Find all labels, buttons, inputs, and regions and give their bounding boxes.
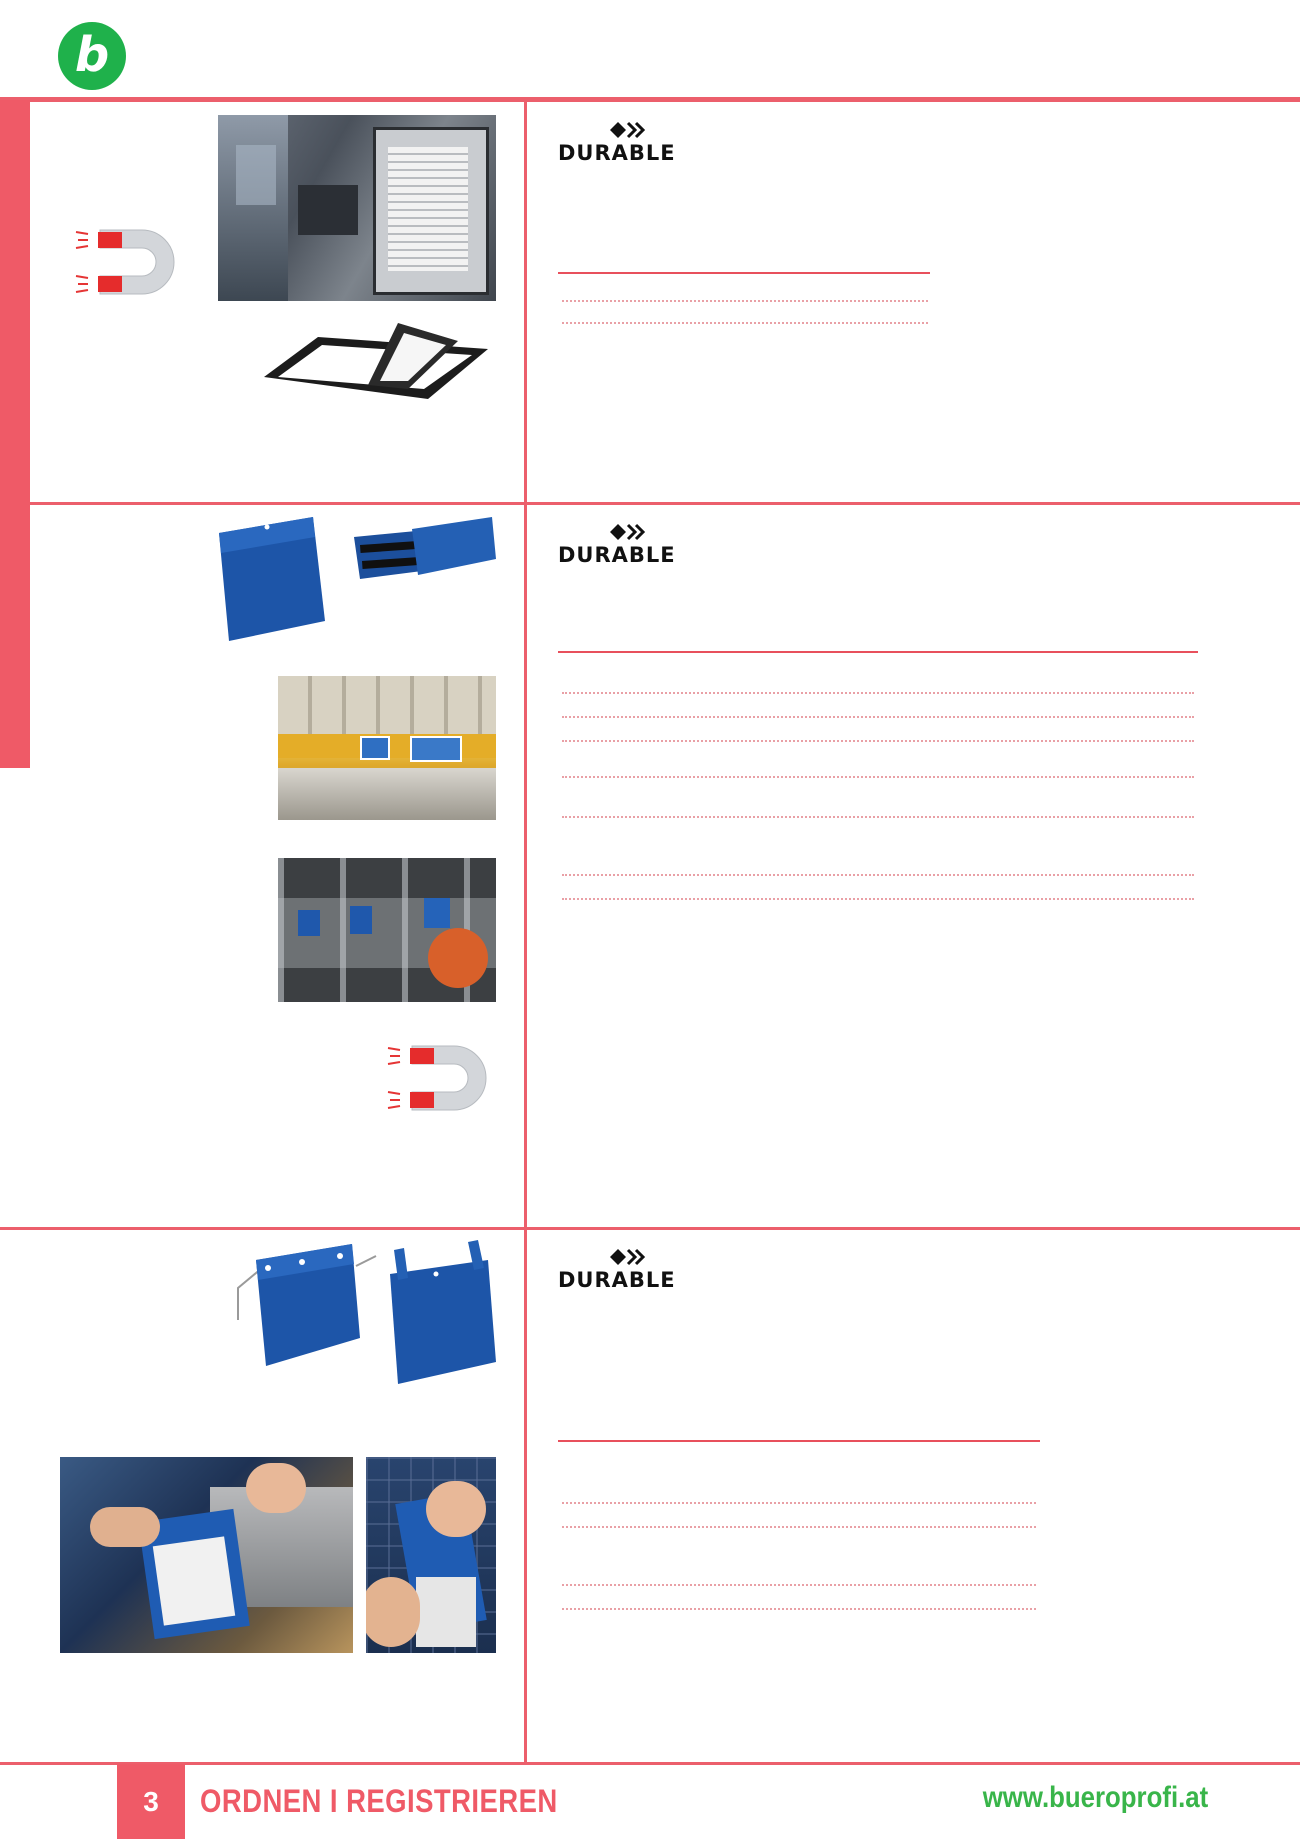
product-heading-rule [558,651,1198,653]
section-divider-2 [0,1227,1300,1230]
pallet-label-photo [60,1457,353,1653]
durable-logo-mark [610,120,650,140]
wire-hanger-pocket-image [232,1238,382,1370]
price-dotted-row [562,730,1194,742]
price-dotted-row [562,1598,1036,1610]
header-divider [0,97,1300,102]
product-heading-rule [558,1440,1040,1442]
product-heading-rule [558,272,930,274]
durable-logo-mark [610,1247,650,1267]
price-dotted-row [562,806,1194,818]
price-dotted-row [562,706,1194,718]
price-dotted-row [562,312,928,324]
price-dotted-row [562,1574,1036,1586]
price-dotted-row [562,682,1194,694]
price-dotted-row [562,888,1194,900]
blue-label-pocket-image [215,515,330,645]
side-accent-bar [0,100,30,768]
durable-logo-mark [610,522,650,542]
tab-hanger-pocket-image [374,1238,500,1388]
price-dotted-row [562,1516,1036,1528]
display-pocket-image [258,315,498,405]
price-dotted-row [562,864,1194,876]
durable-brand-logo[interactable] [558,120,698,170]
brand-logo[interactable]: b [58,22,126,90]
durable-wordmark: DURABLE [558,141,676,165]
durable-wordmark: DURABLE [558,543,676,567]
column-divider [524,100,527,1763]
durable-wordmark: DURABLE [558,1268,676,1292]
durable-brand-logo[interactable] [558,1247,698,1297]
price-dotted-row [562,766,1194,778]
section-divider-1 [30,502,1300,505]
magnet-icon [384,1038,504,1118]
crate-rack-photo [278,858,496,1002]
chapter-title: ORDNEN I REGISTRIEREN [200,1783,558,1819]
website-link[interactable]: www.bueroprofi.at [982,1781,1208,1814]
magnetic-label-pocket-image [352,515,497,590]
magnet-icon [72,222,192,302]
machine-photo [218,115,496,301]
hand-holding-pocket-photo [366,1457,496,1653]
price-dotted-row [562,290,928,302]
price-dotted-row [562,1492,1036,1504]
footer-divider [0,1762,1300,1765]
durable-brand-logo[interactable] [558,522,698,572]
warehouse-shelf-photo [278,676,496,820]
page-number: 3 [117,1764,185,1839]
